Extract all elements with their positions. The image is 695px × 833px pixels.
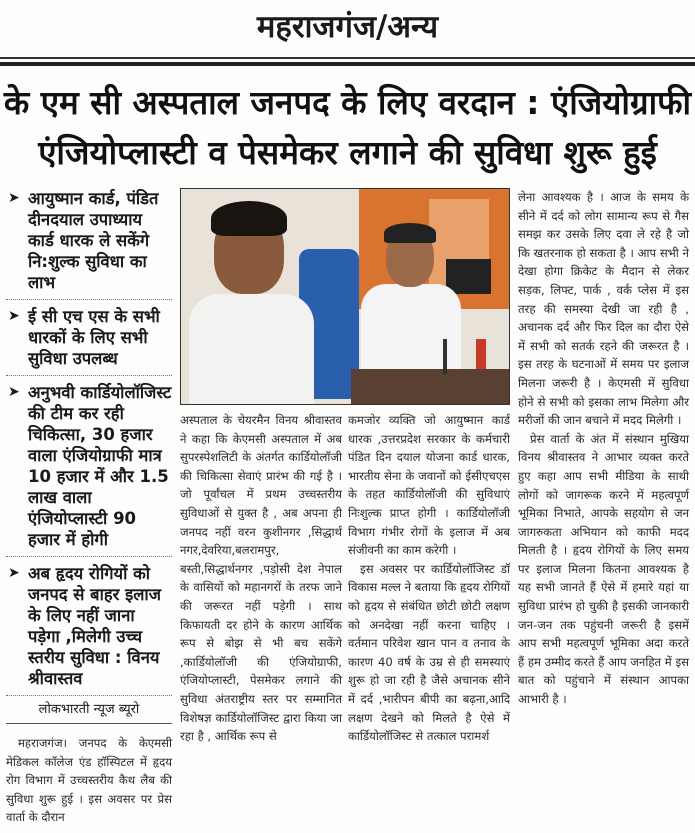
highlight-text: ई सी एच एस के सभी धारकों के लिए सभी सुविधा उपलब्ध xyxy=(28,307,160,368)
arrow-bullet-icon: ➤ xyxy=(8,384,20,400)
highlight-text: अनुभवी कार्डियोलॉजिस्ट की टीम कर रही चिकित्सा, 30 हजार वाला एंजियोग्राफी मात्र 10 हजार में और 1.5 लाख वाला एंजियोप्लास्टी 90 हजार में होगी xyxy=(28,383,172,549)
article-column-1 xyxy=(180,411,342,746)
highlight-item xyxy=(6,563,172,696)
paragraph: लेना आवश्यक है । आज के समय के सीने में दर्द को लोग सामान्य रूप से गैस समझ कर उसके लिए दवा ले रहे है जो कि खतरनाक हो सकता है । आप सभी ने देखा होगा क्रिकेट के मैदान से लेकर सड़क, लिफ्ट, पार्क , वर्क प्लेस में इस तरह की समस्या देखी जा रही है , अचानक दर्द और फिर दिल का दौरा ऐसे में सभी को सतर्क रहने की जरूरत है । इस तरह के घटनाओं में समय पर इलाज मिलना जरूरी है । केएमसी में सुविधा होने से सभी को इसका लाभ मिलेगा और मरीजों की जान बचाने में मदद मिलेगी । xyxy=(518,190,689,428)
left-column xyxy=(6,188,172,827)
highlight-item xyxy=(6,382,172,557)
paragraph: प्रेस वार्ता के अंत में संस्थान मुखिया विनय श्रीवास्तव ने आभार व्यक्त करते हुए कहा आप सभी मीडिया के साथी लोगों को जागरूक करने में महत्वपूर्ण भूमिका निभाते, आपके सहयोग से जन जागरुकता अभियान को काफी मदद मिलती है । हृदय रोगियों के लिए समय पर इलाज मिलना कितना आवश्यक है यह सभी जानते हैं ऐसे में हमारे यहां या सुविधा प्रारंभ हो चुकी है इसकी जानकारी जन-जन तक पहुंचनी जरूरी है इसमें आप सभी महत्वपूर्ण भूमिका अदा करते हैं हम उम्मीद करते हैं आप जनहित में इस बात को पहुंचाने में संस्थान आपका आभारी है । xyxy=(518,431,689,707)
arrow-bullet-icon: ➤ xyxy=(8,308,20,324)
paragraph: इस अवसर पर कार्डियोलॉजिस्ट डॉ विकास मल्ल ने बताया कि हृदय रोगियों को हृदय से संबंधित छोटी छोटी लक्षण को अनदेखा नहीं करना चाहिए । वर्तमान परिवेश खान पान व तनाव के कारण 40 वर्ष के उम्र से ही समस्याएं शुरू हो जा रही है जैसे अचानक सीने में दर्द ,भारीपन बीपी का बढ़ना,आदि लक्षण देखने को मिलते है ऐसे में कार्डियोलॉजिस्ट से तत्काल परामर्श xyxy=(348,561,510,744)
middle-area xyxy=(180,188,510,746)
middle-columns xyxy=(180,411,510,746)
divider xyxy=(0,57,695,59)
microphone-icon xyxy=(443,339,447,374)
headline xyxy=(0,78,695,178)
arrow-bullet-icon: ➤ xyxy=(8,565,20,581)
article-column-3 xyxy=(518,188,689,709)
article-column-2 xyxy=(348,411,510,746)
highlight-text: आयुष्मान कार्ड, पंडित दीनदयाल उपाध्याय कार्ड धारक ले सकेंगे नि:शुल्क सुविधा का लाभ xyxy=(28,189,159,292)
photo-bottle xyxy=(476,339,486,369)
press-conference-photo xyxy=(180,188,510,405)
headline-line-1: के एम सी अस्पताल जनपद के लिए वरदान : एंजियोग्राफी xyxy=(3,83,692,122)
section-title: महराजगंज/अन्य xyxy=(256,9,439,45)
highlights-box xyxy=(6,188,172,724)
article-column-0 xyxy=(6,734,172,827)
paragraph: महराजगंज। जनपद के केएमसी मेडिकल कॉलेज एंड हॉस्पिटल में हृदय रोग विभाग में उच्चस्तरीय कैथ लैब की सुविधा शुरू हुई । इस अवसर पर प्रेस वार्ता के दौरान xyxy=(6,736,172,825)
article-body xyxy=(0,178,695,827)
photo-desk xyxy=(351,369,510,405)
photo-person-1 xyxy=(189,199,309,405)
divider xyxy=(0,62,695,66)
paragraph: अस्पताल के चेयरमैन विनय श्रीवास्तव ने कहा कि केएमसी अस्पताल में अब सुपरस्पेशलिटी के अंतर्गत कार्डियोलॉजी की चिकित्सा सेवाएं प्रारंभ की गई है । जो पूर्वांचल में प्रथम उच्चस्तरीय सुविधाओं से युक्त है , अब अपना ही जनपद नहीं वरन कुशीनगर ,सिद्धार्थ नगर,देवरिया,बलरामपुर, बस्ती,सिद्धार्थनगर ,पड़ोसी देश नेपाल के वासियों को महानगरों के तरफ जाने की जरूरत नहीं पड़ेगी । साथ किफायती दर होने के कारण आर्थिक रूप से बोझ से भी बच सकेंगे ,कार्डियोलॉजी की एंजियोग्राफी, एंजियोप्लास्टी, पेसमेकर लगाने की सुविधा अंतराष्ट्रीय स्तर पर सम्मानित विशेषज्ञ कार्डियोलॉजिस्ट द्वारा किया जा रहा है , आर्थिक रूप से xyxy=(180,413,342,744)
highlight-item xyxy=(6,188,172,300)
highlight-item xyxy=(6,306,172,376)
byline: लोकभारती न्यूज ब्यूरो xyxy=(6,696,172,724)
headline-line-2: एंजियोप्लास्टी व पेसमेकर लगाने की सुविधा शुरू हुई xyxy=(38,133,657,172)
arrow-bullet-icon: ➤ xyxy=(8,190,20,206)
highlight-text: अब हृदय रोगियों को जनपद से बाहर इलाज के लिए नहीं जाना पड़ेगा ,मिलेगी उच्च स्तरीय सुविधा : विनय श्रीवास्तव xyxy=(28,564,161,688)
paragraph: कमजोर व्यक्ति जो आयुष्मान कार्ड धारक ,उत्तरप्रदेश सरकार के कर्मचारी पंडित दिन दयाल योजना कार्ड धारक, भारतीय सेना के जवानों को ईसीएचएस के तहत कार्डियोलॉजी की सुविधाएं निःशुल्क प्राप्त होगी । कार्डियोलॉजी विभाग गंभीर रोगों के इलाज में अब संजीवनी का काम करेगी । xyxy=(348,413,510,558)
